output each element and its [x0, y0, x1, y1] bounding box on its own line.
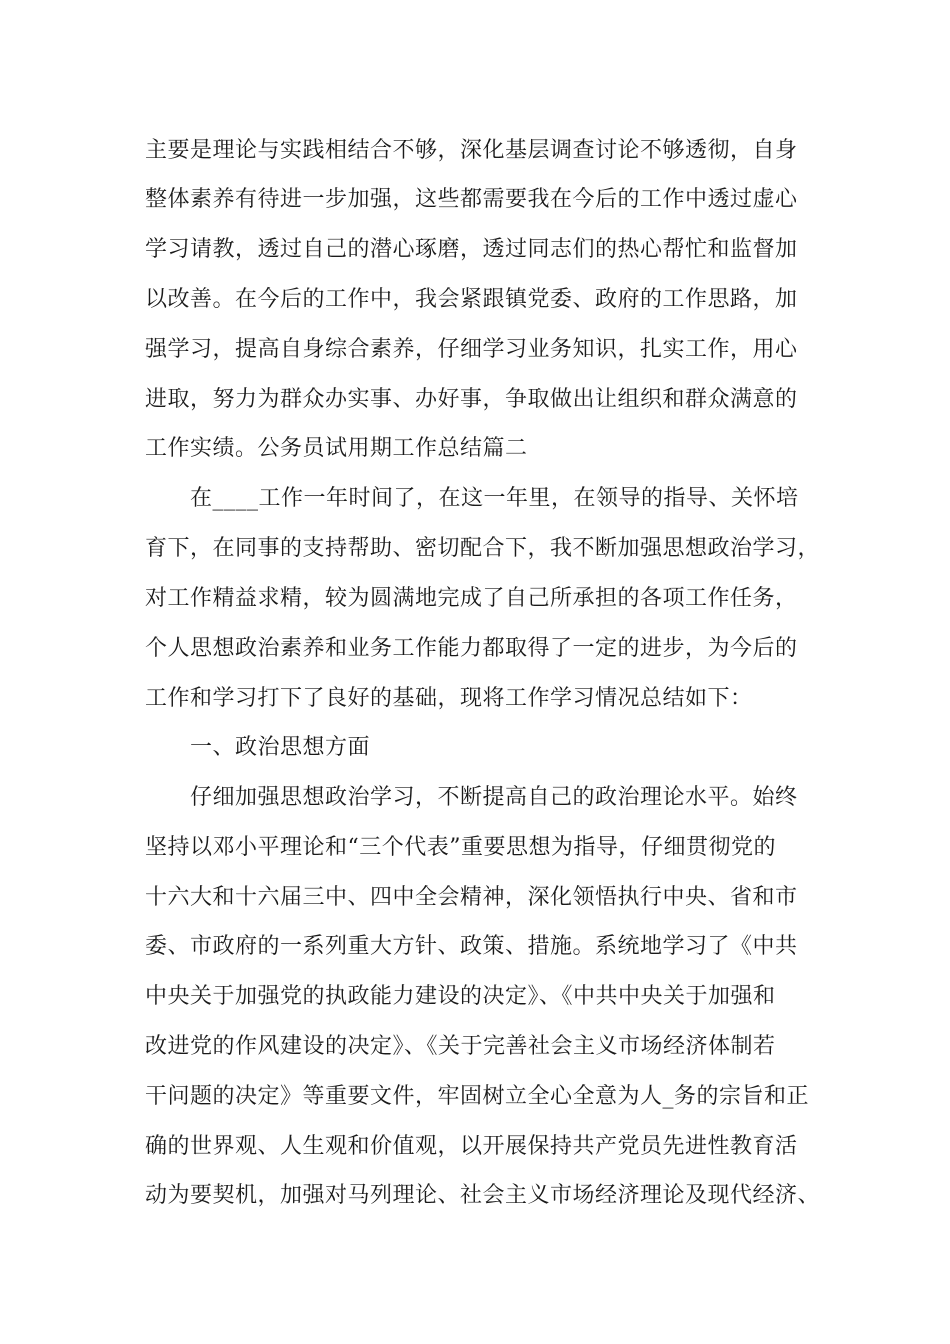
text-line: 改进党的作风建设的决定》、《关于完善社会主义市场经济体制若 [145, 1034, 776, 1059]
text-line: 学习请教，透过自己的潜心琢磨，透过同志们的热心帮忙和监督加 [145, 237, 798, 262]
text-line: 委、市政府的一系列重大方针、政策、措施。系统地学习了《中共 [145, 934, 798, 959]
text-line: 动为要契机，加强对马列理论、社会主义市场经济理论及现代经济、 [145, 1183, 821, 1208]
text-line: 中央关于加强党的执政能力建设的决定》、《中共中央关于加强和 [145, 984, 776, 1009]
paragraph-first-line: 仔细加强思想政治学习，不断提高自己的政治理论水平。始终 [190, 785, 798, 810]
text-line: 对工作精益求精，较为圆满地完成了自己所承担的各项工作任务， [145, 586, 798, 611]
text-line: 以改善。在今后的工作中，我会紧跟镇党委、政府的工作思路，加 [145, 287, 798, 312]
text-line: 整体素养有待进一步加强，这些都需要我在今后的工作中透过虚心 [145, 187, 798, 212]
text-line: 十六大和十六届三中、四中全会精神，深化领悟执行中央、省和市 [145, 885, 798, 910]
text-line: 强学习，提高自身综合素养，仔细学习业务知识，扎实工作，用心 [145, 337, 798, 362]
text-line: 工作实绩。公务员试用期工作总结篇二 [145, 436, 528, 461]
text-line: 个人思想政治素养和业务工作能力都取得了一定的进步，为今后的 [145, 636, 798, 661]
text-line: 坚持以邓小平理论和“三个代表”重要思想为指导，仔细贯彻党的 [145, 835, 776, 860]
section-heading: 一、政治思想方面 [190, 735, 371, 760]
text-line: 主要是理论与实践相结合不够，深化基层调查讨论不够透彻，自身 [145, 138, 798, 163]
paragraph-first-line: 在____工作一年时间了，在这一年里，在领导的指导、关怀培 [190, 486, 799, 511]
text-line: 干问题的决定》等重要文件，牢固树立全心全意为人_务的宗旨和正 [145, 1084, 810, 1109]
text-line: 进取，努力为群众办实事、办好事，争取做出让组织和群众满意的 [145, 387, 798, 412]
text-line: 工作和学习打下了良好的基础，现将工作学习情况总结如下： [145, 686, 753, 711]
text-line: 确的世界观、人生观和价值观，以开展保持共产党员先进性教育活 [145, 1134, 798, 1159]
text-line: 育下，在同事的支持帮助、密切配合下，我不断加强思想政治学习， [145, 536, 821, 561]
